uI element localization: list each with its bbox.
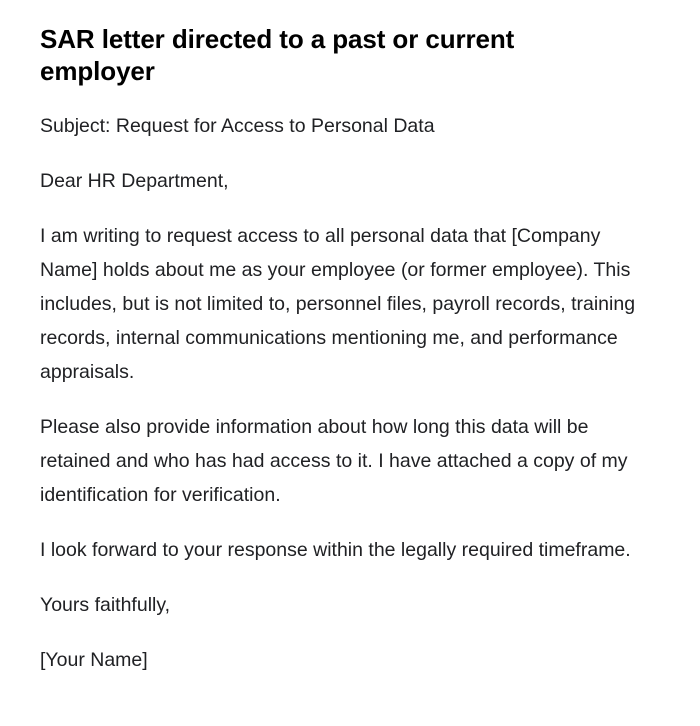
subject-line: Subject: Request for Access to Personal Data [40,115,435,137]
page-title: SAR letter directed to a past or current employer [40,24,515,86]
sign-off: Yours faithfully, [40,594,171,616]
letter-body [40,109,636,677]
closing-request-paragraph: I look forward to your response within the legally required timeframe. [40,539,631,561]
signature-placeholder: [Your Name] [40,649,148,671]
request-body-paragraph: I am writing to request access to all personal data that [Company Name] holds about me as your employee (or former employee). This includes, but is not limited to, personnel files, payroll records, training records, internal communications mentioning me, and performance appraisals. [40,225,636,383]
letter-document [40,0,636,677]
retention-body-paragraph: Please also provide information about how long this data will be retained and who has had access to it. I have attached a copy of my identification for verification. [40,416,628,506]
salutation: Dear HR Department, [40,170,229,192]
